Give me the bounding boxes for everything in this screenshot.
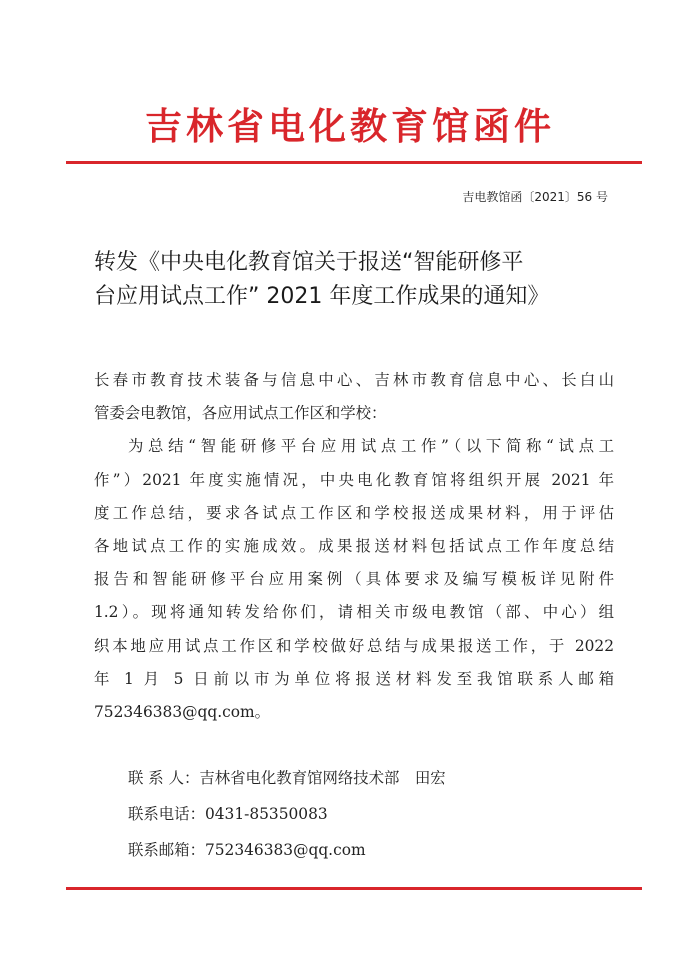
- body-line: 年 1 月 5 日前以市为单位将报送材料发至我馆联系人邮箱: [94, 669, 614, 688]
- title-line: 转发《中央电化教育馆关于报送“智能研修平: [94, 250, 524, 275]
- contact-email: 联系邮箱：752346383@qq.com: [128, 841, 366, 859]
- body-line: 1.2）。现将通知转发给你们，请相关市级电教馆（部、中心）组: [94, 603, 614, 622]
- top-red-rule: [66, 161, 642, 164]
- document-number: 吉电教馆函〔2021〕56 号: [462, 190, 608, 204]
- body-line: 度工作总结，要求各试点工作区和学校报送成果材料，用于评估: [94, 503, 614, 522]
- body-line: 织本地应用试点工作区和学校做好总结与成果报送工作，于 2022: [94, 636, 614, 655]
- contact-block: [94, 760, 446, 868]
- letterhead-title: 吉林省电化教育馆函件: [145, 104, 555, 148]
- document-body: [94, 364, 614, 729]
- body-line: 为总结“智能研修平台应用试点工作”（以下简称“试点工: [128, 437, 614, 456]
- body-line: 作”）2021 年度实施情况，中央电化教育馆将组织开展 2021 年: [94, 470, 614, 489]
- title-line: 台应用试点工作” 2021 年度工作成果的通知》: [94, 284, 550, 309]
- body-line: 各地试点工作的实施成效。成果报送材料包括试点工作年度总结: [94, 536, 614, 555]
- body-line: 管委会电教馆，各应用试点工作区和学校：: [94, 404, 387, 423]
- body-line: 报告和智能研修平台应用案例（具体要求及编写模板详见附件: [94, 570, 614, 589]
- document-title: [94, 246, 614, 314]
- contact-phone: 联系电话：0431-85350083: [128, 805, 328, 823]
- body-line: 752346383@qq.com。: [94, 702, 270, 721]
- bottom-red-rule: [66, 887, 642, 890]
- body-line: 长春市教育技术装备与信息中心、吉林市教育信息中心、长白山: [94, 371, 614, 389]
- contact-person: 联 系 人：吉林省电化教育馆网络技术部 田宏: [128, 769, 446, 787]
